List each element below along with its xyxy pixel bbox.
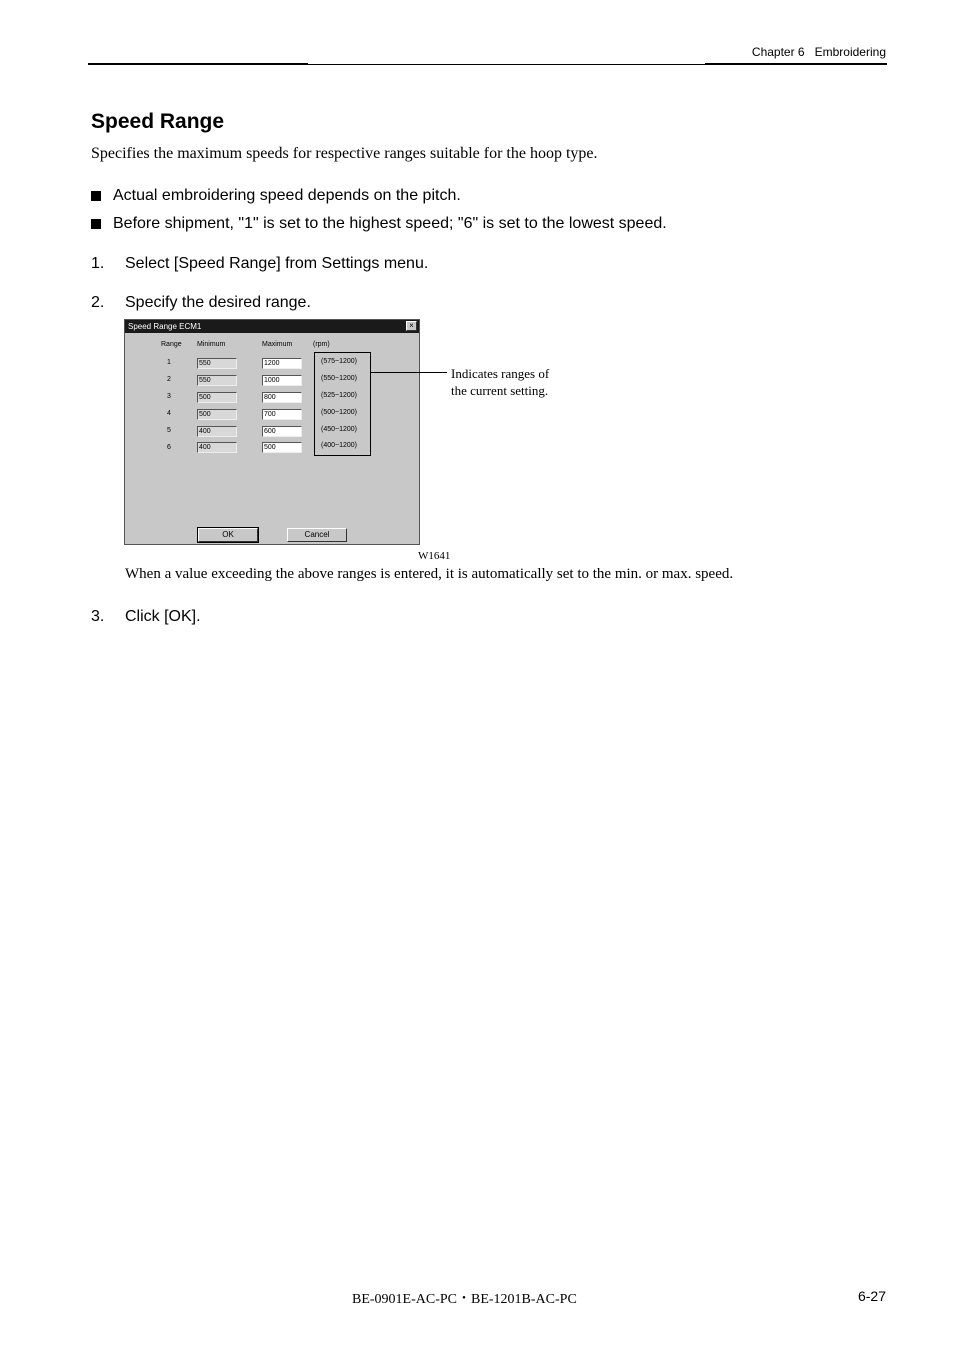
header-rule-right-accent (705, 63, 887, 65)
step-number: 3. (91, 608, 105, 625)
range-number: 6 (167, 444, 171, 451)
step-item (91, 294, 311, 312)
figure-id: W1641 (418, 550, 451, 562)
range-note: When a value exceeding the above ranges is entered, it is automatically set to the min. or max. speed. (125, 566, 734, 582)
range-number: 3 (167, 393, 171, 400)
bullet-text: Before shipment, "1" is set to the highest speed; "6" is set to the lowest speed. (113, 215, 667, 232)
allowed-range: (550~1200) (321, 375, 358, 382)
dialog-title: Speed Range ECM1 (128, 322, 202, 331)
allowed-range-box (314, 352, 371, 456)
chapter-label: Chapter 6 (751, 45, 805, 59)
header-rule-left-accent (88, 63, 308, 65)
step-text: Select [Speed Range] from Settings menu. (125, 255, 429, 272)
callout-line-1: Indicates ranges of (451, 366, 550, 381)
range-number: 1 (167, 359, 171, 366)
section-label: Embroidering (814, 45, 886, 59)
close-icon[interactable]: × (406, 321, 417, 331)
maximum-field[interactable]: 600 (262, 426, 302, 437)
page-title: Speed Range (91, 110, 225, 133)
callout-text (451, 365, 549, 399)
maximum-field[interactable]: 1000 (262, 375, 302, 386)
callout-line-2: the current setting. (451, 383, 549, 398)
footer-model: BE-0901E-AC-PC・BE-1201B-AC-PC (352, 1292, 577, 1307)
unit-header: (rpm) (313, 341, 330, 348)
step-text: Click [OK]. (125, 608, 201, 625)
intro-text: Specifies the maximum speeds for respective ranges suitable for the hoop type. (91, 145, 598, 162)
allowed-range: (400~1200) (321, 442, 358, 449)
minimum-field[interactable]: 500 (197, 392, 237, 403)
bullet-square-icon (91, 191, 101, 201)
maximum-field[interactable]: 700 (262, 409, 302, 420)
range-number: 2 (167, 376, 171, 383)
bullet-item (91, 215, 667, 233)
range-number: 5 (167, 427, 171, 434)
minimum-field[interactable]: 550 (197, 358, 237, 369)
allowed-range: (525~1200) (321, 392, 358, 399)
running-header (752, 45, 886, 59)
dialog-title-bar (125, 320, 419, 333)
ok-button[interactable]: OK (198, 528, 258, 542)
step-number: 2. (91, 294, 105, 311)
maximum-column-header: Maximum (262, 341, 293, 348)
callout-leader-line (371, 372, 447, 373)
minimum-field[interactable]: 400 (197, 442, 237, 453)
bullet-square-icon (91, 219, 101, 229)
page-number: 6-27 (857, 1288, 886, 1304)
maximum-field[interactable]: 800 (262, 392, 302, 403)
step-text: Specify the desired range. (125, 294, 311, 311)
minimum-field[interactable]: 500 (197, 409, 237, 420)
maximum-field[interactable]: 1200 (262, 358, 302, 369)
step-item (91, 255, 428, 273)
range-column-header: Range (161, 341, 182, 348)
cancel-button[interactable]: Cancel (287, 528, 347, 542)
range-number: 4 (167, 410, 171, 417)
allowed-range: (575~1200) (321, 358, 358, 365)
minimum-field[interactable]: 400 (197, 426, 237, 437)
allowed-range: (500~1200) (321, 409, 358, 416)
bullet-text: Actual embroidering speed depends on the pitch. (113, 187, 461, 204)
speed-range-dialog (124, 319, 420, 545)
minimum-field[interactable]: 550 (197, 375, 237, 386)
minimum-column-header: Minimum (197, 341, 226, 348)
step-number: 1. (91, 255, 105, 272)
allowed-range: (450~1200) (321, 426, 358, 433)
bullet-item (91, 187, 461, 205)
maximum-field[interactable]: 500 (262, 442, 302, 453)
step-item (91, 608, 201, 626)
